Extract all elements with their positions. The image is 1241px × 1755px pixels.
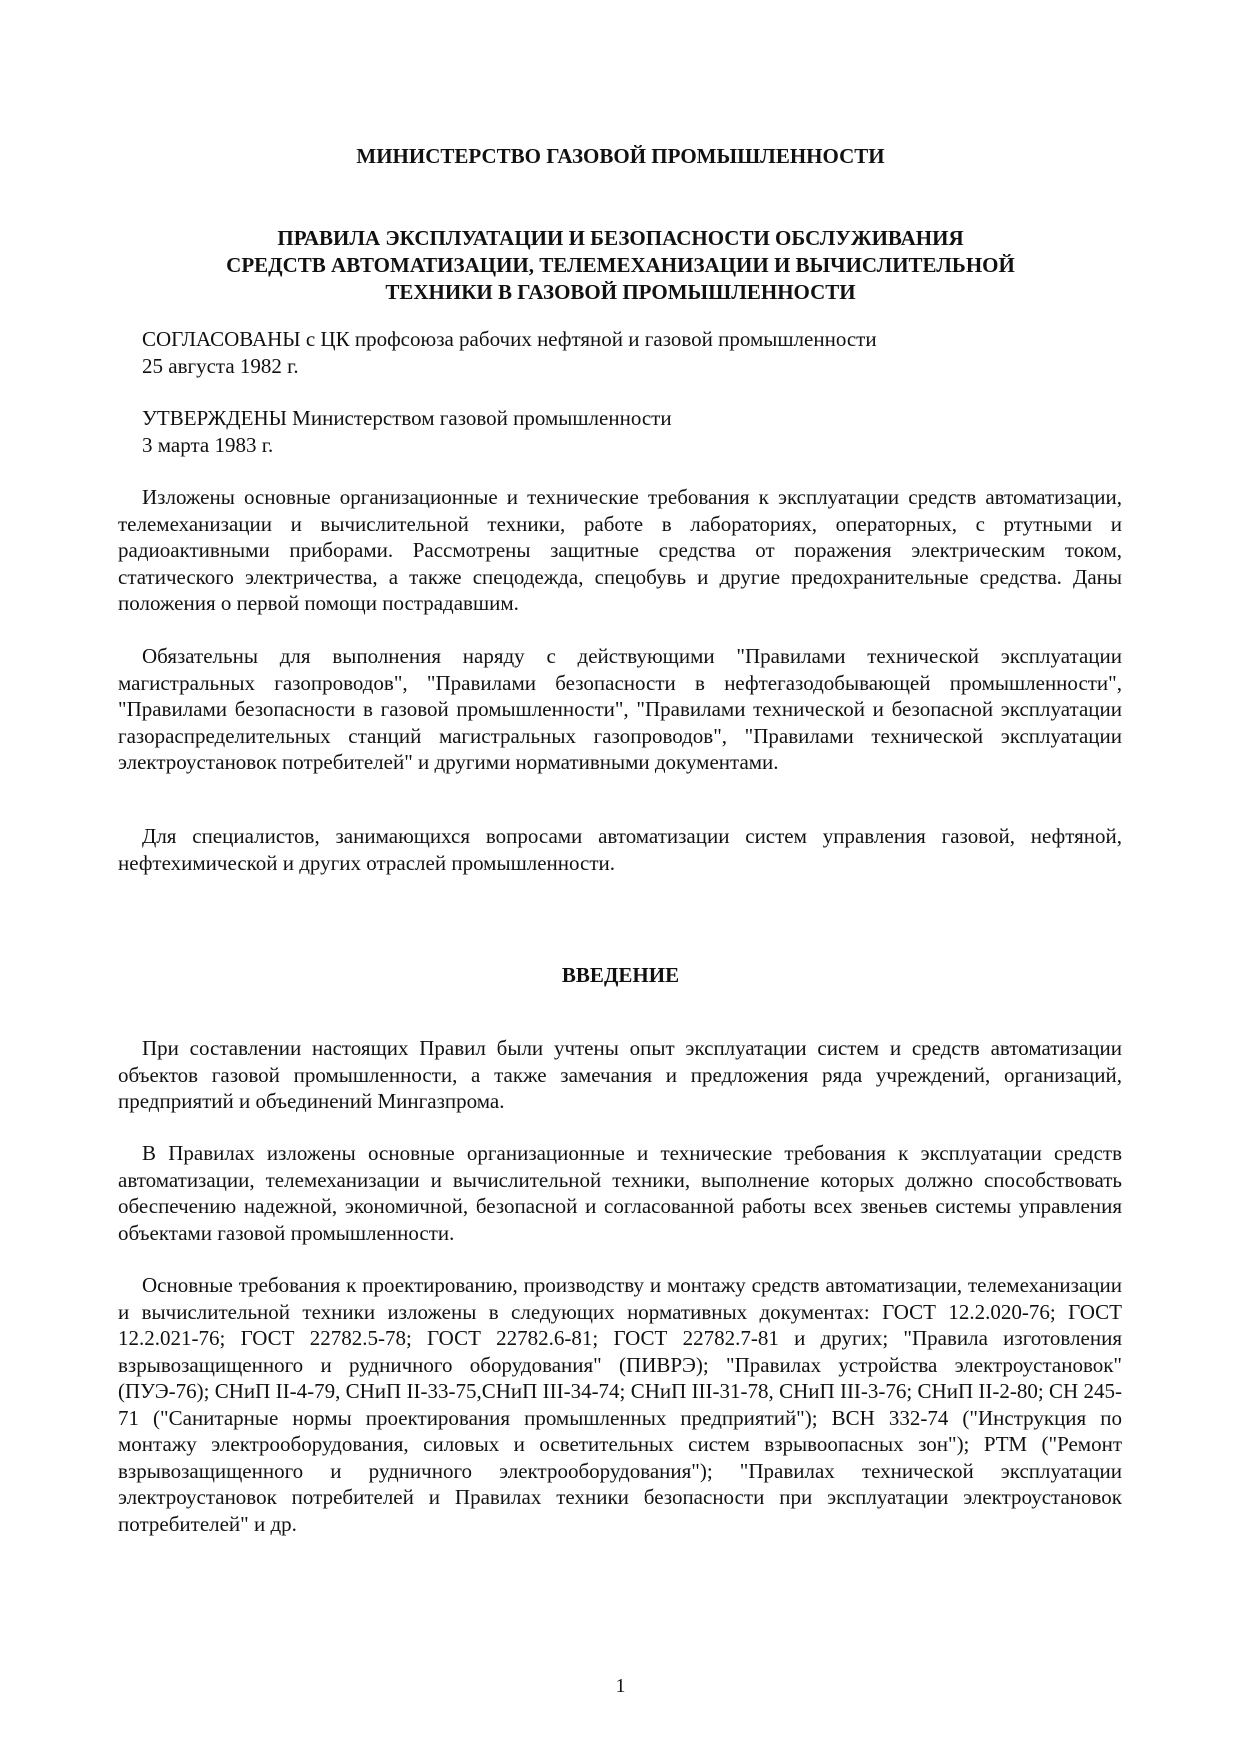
intro-paragraph: В Правилах изложены основные организационные и технические требования к эксплуатации средств автоматизации, телемеханизации и вычислительной техники, выполнение которых должно способствовать обеспечению надежной, экономичной, безопасной и согласованной работы всех звеньев системы управления объектами газовой промышленности. [118,1141,1122,1245]
approved-statement [142,405,1142,459]
agreed-line: СОГЛАСОВАНЫ с ЦК профсоюза рабочих нефтяной и газовой промышленности [142,327,877,351]
page-number: 1 [615,1675,626,1697]
agreed-date: 25 августа 1982 г. [142,354,299,378]
title-line: ПРАВИЛА ЭКСПЛУАТАЦИИ И БЕЗОПАСНОСТИ ОБСЛУЖИВАНИЯ [277,226,964,250]
abstract-paragraph: Изложены основные организационные и технические требования к эксплуатации средств автоматизации, телемеханизации и вычислительной техники, работе в лабораториях, операторных, с ртутными и радиоактивными приборами. Рассмотрены защитные средства от поражения электрическим током, статического электричества, а также спецодежда, спецобувь и другие предохранительные средства. Даны положения о первой помощи пострадавшим. [118,485,1122,615]
document-title [0,225,1241,306]
abstract-paragraph: Обязательны для выполнения наряду с действующими "Правилами технической эксплуатации магистральных газопроводов", "Правилами безопасности в нефтегазодобывающей промышленности", "Правилами безопасности в газовой промышленности", "Правилами технической и безопасной эксплуатации газораспределительных станций магистральных газопроводов", "Правилами технической эксплуатации электроустановок потребителей" и другими нормативными документами. [118,644,1122,774]
ministry-header: МИНИСТЕРСТВО ГАЗОВОЙ ПРОМЫШЛЕННОСТИ [356,144,885,168]
agreed-statement [142,326,1142,380]
intro-paragraph: Основные требования к проектированию, производству и монтажу средств автоматизации, телемеханизации и вычислительной техники изложены в следующих нормативных документах: ГОСТ 12.2.020-76; ГОСТ 12.2.021-76; ГОСТ 22782.5-78; ГОСТ 22782.6-81; ГОСТ 22782.7-81 и других; "Правила изготовления взрывозащищенного и рудничного оборудования" (ПИВРЭ); "Правилах устройства электроустановок" (ПУЭ-76); СНиП II-4-79, СНиП II-33-75,СНиП III-34-74; СНиП III-31-78, СНиП III-3-76; СНиП II-2-80; СН 245-71 ("Санитарные нормы проектирования промышленных предприятий"); ВСН 332-74 ("Инструкция по монтажу электрооборудования, силовых и осветительных систем взрывоопасных зон"); РТМ ("Ремонт взрывозащищенного и рудничного электрооборудования"); "Правилах технической эксплуатации электроустановок потребителей и Правилах техники безопасности при эксплуатации электроустановок потребителей" и др. [118,1273,1122,1536]
approved-date: 3 марта 1983 г. [142,433,274,457]
intro-paragraph: При составлении настоящих Правил были учтены опыт эксплуатации систем и средств автоматизации объектов газовой промышленности, а также замечания и предложения ряда учреждений, организаций, предприятий и объединений Мингазпрома. [118,1036,1122,1113]
section-heading-introduction: ВВЕДЕНИЕ [561,963,680,987]
title-line: СРЕДСТВ АВТОМАТИЗАЦИИ, ТЕЛЕМЕХАНИЗАЦИИ И ВЫЧИСЛИТЕЛЬНОЙ [226,253,1015,277]
abstract-paragraph: Для специалистов, занимающихся вопросами автоматизации систем управления газовой, нефтяной, нефтехимической и других отраслей промышленности. [118,824,1122,875]
title-line: ТЕХНИКИ В ГАЗОВОЙ ПРОМЫШЛЕННОСТИ [385,280,856,304]
approved-line: УТВЕРЖДЕНЫ Министерством газовой промышленности [142,406,672,430]
